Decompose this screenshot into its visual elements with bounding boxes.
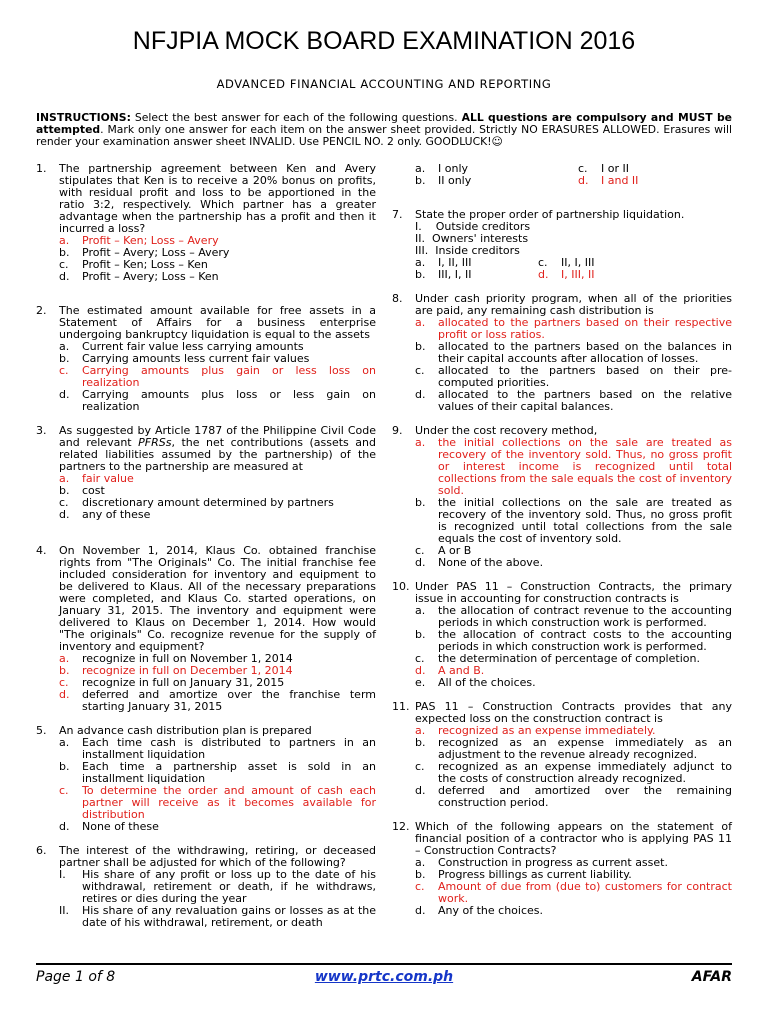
option-a xyxy=(59,737,376,761)
stem-part: As suggested by Article 1787 of the Philippine Civil Code and relevant xyxy=(59,424,376,449)
option-text: recognized as an expense immediately as an adjustment to the revenue already recognized. xyxy=(438,736,732,761)
page-number: Page 1 of 8 xyxy=(36,969,116,985)
option-letter: c. xyxy=(59,784,69,797)
option-d xyxy=(415,389,732,413)
question-6-choices xyxy=(392,163,732,187)
statement-ii xyxy=(59,905,376,929)
option-letter: d. xyxy=(578,174,589,187)
option-text: Any of the choices. xyxy=(438,904,543,917)
option-b xyxy=(415,175,578,187)
question-number: 10. xyxy=(392,580,410,593)
option-letter: b. xyxy=(59,760,70,773)
option-letter: c. xyxy=(538,256,548,269)
option-letter: c. xyxy=(415,544,425,557)
question-stem: The partnership agreement between Ken and Avery stipulates that Ken is to receive a 20% bonus on profits, with residual profit and loss to be apportioned in the ratio 3:2, respectively. Which partner has a greater advantage when the partnership has a profit and then it incurred a loss? xyxy=(59,162,376,235)
option-text: recognize in full on November 1, 2014 xyxy=(82,652,293,665)
option-letter: b. xyxy=(59,352,70,365)
option-letter: d. xyxy=(415,388,426,401)
option-letter: c. xyxy=(415,760,425,773)
option-text: To determine the order and amount of cash each partner will receive as it becomes available for distribution xyxy=(82,784,376,821)
statement-text: His share of any profit or loss up to the date of his withdrawal, retirement or death, if he withdraws, retires or dies during the year xyxy=(82,868,376,905)
option-text: allocated to the partners based on their pre-computed priorities. xyxy=(438,364,732,389)
option-letter: a. xyxy=(59,340,70,353)
instructions xyxy=(36,112,732,148)
option-text: the initial collections on the sale are treated as recovery of the inventory sold. Thus, no gross profit or interest income is recognized until total collections from the sale equals the cost of inventory sold. xyxy=(438,436,732,497)
option-text: I, II, III xyxy=(438,256,472,269)
option-letter: a. xyxy=(59,736,70,749)
option-text: the allocation of contract costs to the accounting periods in which construction work is performed. xyxy=(438,628,732,653)
option-a xyxy=(415,317,732,341)
option-text: Current fair value less carrying amounts xyxy=(82,340,304,353)
option-d xyxy=(59,689,376,713)
choice-row xyxy=(415,175,732,187)
option-letter: b. xyxy=(415,340,426,353)
option-text: deferred and amortize over the franchise term starting January 31, 2015 xyxy=(82,688,376,713)
question-number: 8. xyxy=(392,292,403,305)
question-number: 3. xyxy=(36,424,47,437)
option-b xyxy=(415,629,732,653)
question-number: 5. xyxy=(36,724,47,737)
option-text: fair value xyxy=(82,472,134,485)
option-text: allocated to the partners based on the balances in their capital accounts after allocation of losses. xyxy=(438,340,732,365)
question-2 xyxy=(36,305,376,413)
option-text: Progress billings as current liability. xyxy=(438,868,632,881)
instructions-text-1: Select the best answer for each of the following questions. xyxy=(130,111,462,124)
instructions-bold: ALL questions are compulsory and MUST be attempted xyxy=(36,111,732,136)
question-6 xyxy=(36,845,376,929)
list-item: II. Owners' interests xyxy=(415,232,529,245)
option-d xyxy=(59,271,376,283)
stem-part: , the net contributions (assets and related liabilities assumed by the partnership) of the partners to the partnership are measured at xyxy=(59,436,376,473)
website-link[interactable]: www.prtc.com.ph xyxy=(314,969,454,985)
option-text: recognized as an expense immediately. xyxy=(438,724,656,737)
option-text: Amount of due from (due to) customers for contract work. xyxy=(438,880,732,905)
question-4 xyxy=(36,545,376,713)
option-text: recognize in full on January 31, 2015 xyxy=(82,676,285,689)
option-b xyxy=(415,341,732,365)
option-letter: c. xyxy=(59,258,69,271)
option-c xyxy=(59,365,376,389)
option-c xyxy=(59,785,376,821)
option-text: Construction in progress as current asset. xyxy=(438,856,668,869)
instructions-text-2: . Mark only one answer for each item on the answer sheet provided. Strictly NO ERASURES ALLOWED. Erasures will render your examination answer sheet INVALID. Use PENCIL NO. 2 only. GOODLUCK! xyxy=(36,123,732,148)
option-letter: c. xyxy=(415,652,425,665)
option-letter: d. xyxy=(59,820,70,833)
option-letter: b. xyxy=(59,664,70,677)
option-text: Profit – Avery; Loss – Avery xyxy=(82,246,230,259)
question-number: 4. xyxy=(36,544,47,557)
option-letter: a. xyxy=(59,652,70,665)
question-8 xyxy=(392,293,732,413)
question-number: 9. xyxy=(392,424,403,437)
question-number: 1. xyxy=(36,162,47,175)
option-c xyxy=(415,761,732,785)
option-a xyxy=(415,605,732,629)
question-12 xyxy=(392,821,732,917)
question-stem: State the proper order of partnership liquidation. xyxy=(415,208,685,221)
option-letter: c. xyxy=(415,364,425,377)
question-stem: The interest of the withdrawing, retiring, or deceased partner shall be adjusted for which of the following? xyxy=(59,844,376,869)
option-text: allocated to the partners based on their respective profit or loss ratios. xyxy=(438,316,732,341)
option-b xyxy=(415,497,732,545)
option-letter: b. xyxy=(59,484,70,497)
question-number: 11. xyxy=(392,700,410,713)
option-letter: d. xyxy=(59,508,70,521)
option-b xyxy=(415,269,538,281)
option-d xyxy=(59,389,376,413)
option-c xyxy=(415,365,732,389)
question-11 xyxy=(392,701,732,809)
option-letter: d. xyxy=(59,688,70,701)
option-letter: a. xyxy=(59,472,70,485)
statement-i xyxy=(59,869,376,905)
question-stem: PAS 11 – Construction Contracts provides that any expected loss on the construction contract is xyxy=(415,700,732,725)
option-letter: d. xyxy=(59,388,70,401)
option-letter: d. xyxy=(59,270,70,283)
option-letter: c. xyxy=(59,496,69,509)
choice-row xyxy=(415,269,732,281)
option-letter: a. xyxy=(415,724,426,737)
question-number: 6. xyxy=(36,844,47,857)
question-stem: Under PAS 11 – Construction Contracts, the primary issue in accounting for construction contracts is xyxy=(415,580,732,605)
option-text: None of the above. xyxy=(438,556,544,569)
option-text: II only xyxy=(438,174,472,187)
statement-number: II. xyxy=(59,904,69,917)
option-a xyxy=(59,473,376,485)
option-text: any of these xyxy=(82,508,151,521)
option-text: Each time cash is distributed to partners in an installment liquidation xyxy=(82,736,376,761)
option-text: the determination of percentage of completion. xyxy=(438,652,700,665)
option-letter: a. xyxy=(415,162,426,175)
option-d xyxy=(538,269,594,281)
option-text: cost xyxy=(82,484,105,497)
instructions-label: INSTRUCTIONS: xyxy=(36,111,131,124)
question-number: 12. xyxy=(392,820,410,833)
question-stem xyxy=(59,425,376,473)
option-text: I only xyxy=(438,162,469,175)
option-letter: d. xyxy=(415,664,426,677)
option-letter: b. xyxy=(59,246,70,259)
option-d xyxy=(415,557,732,569)
option-letter: c. xyxy=(59,676,69,689)
question-stem: On November 1, 2014, Klaus Co. obtained franchise rights from "The Originals" Co. The initial franchise fee included consideration for inventory and equipment to be delivered to Klaus. All of the necessary preparations were completed, and Klaus Co. started operations, on January 31, 2015. The inventory and equipment were delivered to Klaus on December 1, 2014. How would "The originals" Co. recognize revenue for the supply of inventory and equipment? xyxy=(59,544,376,653)
option-text: the initial collections on the sale are treated as recovery of the inventory sold. Thus, no gross profit is recognized until total collections from the sale equals the cost of inventory sold. xyxy=(438,496,732,545)
option-letter: c. xyxy=(415,880,425,893)
option-text: Each time a partnership asset is sold in an installment liquidation xyxy=(82,760,376,785)
option-letter: e. xyxy=(415,676,426,689)
question-5 xyxy=(36,725,376,833)
option-letter: a. xyxy=(415,604,426,617)
option-letter: b. xyxy=(415,174,426,187)
option-text: deferred and amortized over the remaining construction period. xyxy=(438,784,732,809)
option-letter: d. xyxy=(415,784,426,797)
question-number: 2. xyxy=(36,304,47,317)
option-letter: b. xyxy=(415,496,426,509)
option-letter: a. xyxy=(415,316,426,329)
option-letter: a. xyxy=(415,256,426,269)
option-text: A and B. xyxy=(438,664,485,677)
option-d xyxy=(59,509,376,521)
list-item: I. Outside creditors xyxy=(415,220,531,233)
question-stem: Which of the following appears on the statement of financial position of a contractor who is applying PAS 11 – Construction Contracts? xyxy=(415,820,732,857)
statement-number: I. xyxy=(59,868,66,881)
question-number: 7. xyxy=(392,208,403,221)
option-letter: a. xyxy=(59,234,70,247)
exam-title: NFJPIA MOCK BOARD EXAMINATION 2016 xyxy=(132,27,636,55)
option-letter: d. xyxy=(538,268,549,281)
question-9 xyxy=(392,425,732,569)
option-text: recognize in full on December 1, 2014 xyxy=(82,664,293,677)
smiley-icon: ☺ xyxy=(491,135,503,148)
option-d xyxy=(415,905,732,917)
option-text: All of the choices. xyxy=(438,676,536,689)
option-text: allocated to the partners based on the relative values of their capital balances. xyxy=(438,388,732,413)
option-letter: c. xyxy=(59,364,69,377)
option-letter: a. xyxy=(415,856,426,869)
question-stem: The estimated amount available for free assets in a Statement of Affairs for a business enterprise undergoing bankruptcy liquidation is equal to the assets xyxy=(59,304,376,341)
option-text: II, I, III xyxy=(561,256,595,269)
list-item: III. Inside creditors xyxy=(415,244,520,257)
option-letter: d. xyxy=(415,904,426,917)
right-column xyxy=(392,163,732,917)
option-text: I or II xyxy=(601,162,629,175)
option-text: None of these xyxy=(82,820,159,833)
option-b xyxy=(59,761,376,785)
option-text: I and II xyxy=(601,174,639,187)
option-letter: b. xyxy=(415,628,426,641)
question-1 xyxy=(36,163,376,283)
option-text: Profit – Ken; Loss – Avery xyxy=(82,234,219,247)
option-a xyxy=(415,257,538,269)
option-text: discretionary amount determined by partners xyxy=(82,496,334,509)
option-d xyxy=(415,785,732,809)
option-letter: b. xyxy=(415,868,426,881)
option-text: Profit – Avery; Loss – Ken xyxy=(82,270,219,283)
option-text: Carrying amounts plus loss or less gain on realization xyxy=(82,388,376,413)
option-letter: b. xyxy=(415,268,426,281)
question-7 xyxy=(392,209,732,281)
question-10 xyxy=(392,581,732,689)
question-stem: An advance cash distribution plan is prepared xyxy=(59,724,312,737)
option-c xyxy=(415,881,732,905)
option-b xyxy=(415,737,732,761)
option-text: Profit – Ken; Loss – Ken xyxy=(82,258,208,271)
footer-divider xyxy=(36,963,732,965)
option-e xyxy=(415,677,732,689)
option-letter: a. xyxy=(415,436,426,449)
subject-subtitle: ADVANCED FINANCIAL ACCOUNTING AND REPORTING xyxy=(216,77,552,91)
question-stem: Under the cost recovery method, xyxy=(415,424,598,437)
subject-code: AFAR xyxy=(691,969,732,985)
option-text: A or B xyxy=(438,544,472,557)
option-letter: b. xyxy=(415,736,426,749)
option-d xyxy=(578,175,638,187)
option-text: Carrying amounts less current fair values xyxy=(82,352,310,365)
option-a xyxy=(415,437,732,497)
option-d xyxy=(59,821,376,833)
page-footer xyxy=(36,968,732,986)
option-text: recognized as an expense immediately adjunct to the costs of construction already recognized. xyxy=(438,760,732,785)
left-column xyxy=(36,163,376,929)
question-3 xyxy=(36,425,376,521)
option-text: III, I, II xyxy=(438,268,472,281)
option-text: I, III, II xyxy=(561,268,595,281)
option-letter: d. xyxy=(415,556,426,569)
stem-italic: PFRSs xyxy=(138,436,172,449)
option-letter: c. xyxy=(578,162,588,175)
option-text: Carrying amounts plus gain or less loss on realization xyxy=(82,364,376,389)
statement-text: His share of any revaluation gains or losses as at the date of his withdrawal, retirement, or death xyxy=(82,904,376,929)
question-stem: Under cash priority program, when all of the priorities are paid, any remaining cash distribution is xyxy=(415,292,732,317)
option-text: the allocation of contract revenue to the accounting periods in which construction work is performed. xyxy=(438,604,732,629)
